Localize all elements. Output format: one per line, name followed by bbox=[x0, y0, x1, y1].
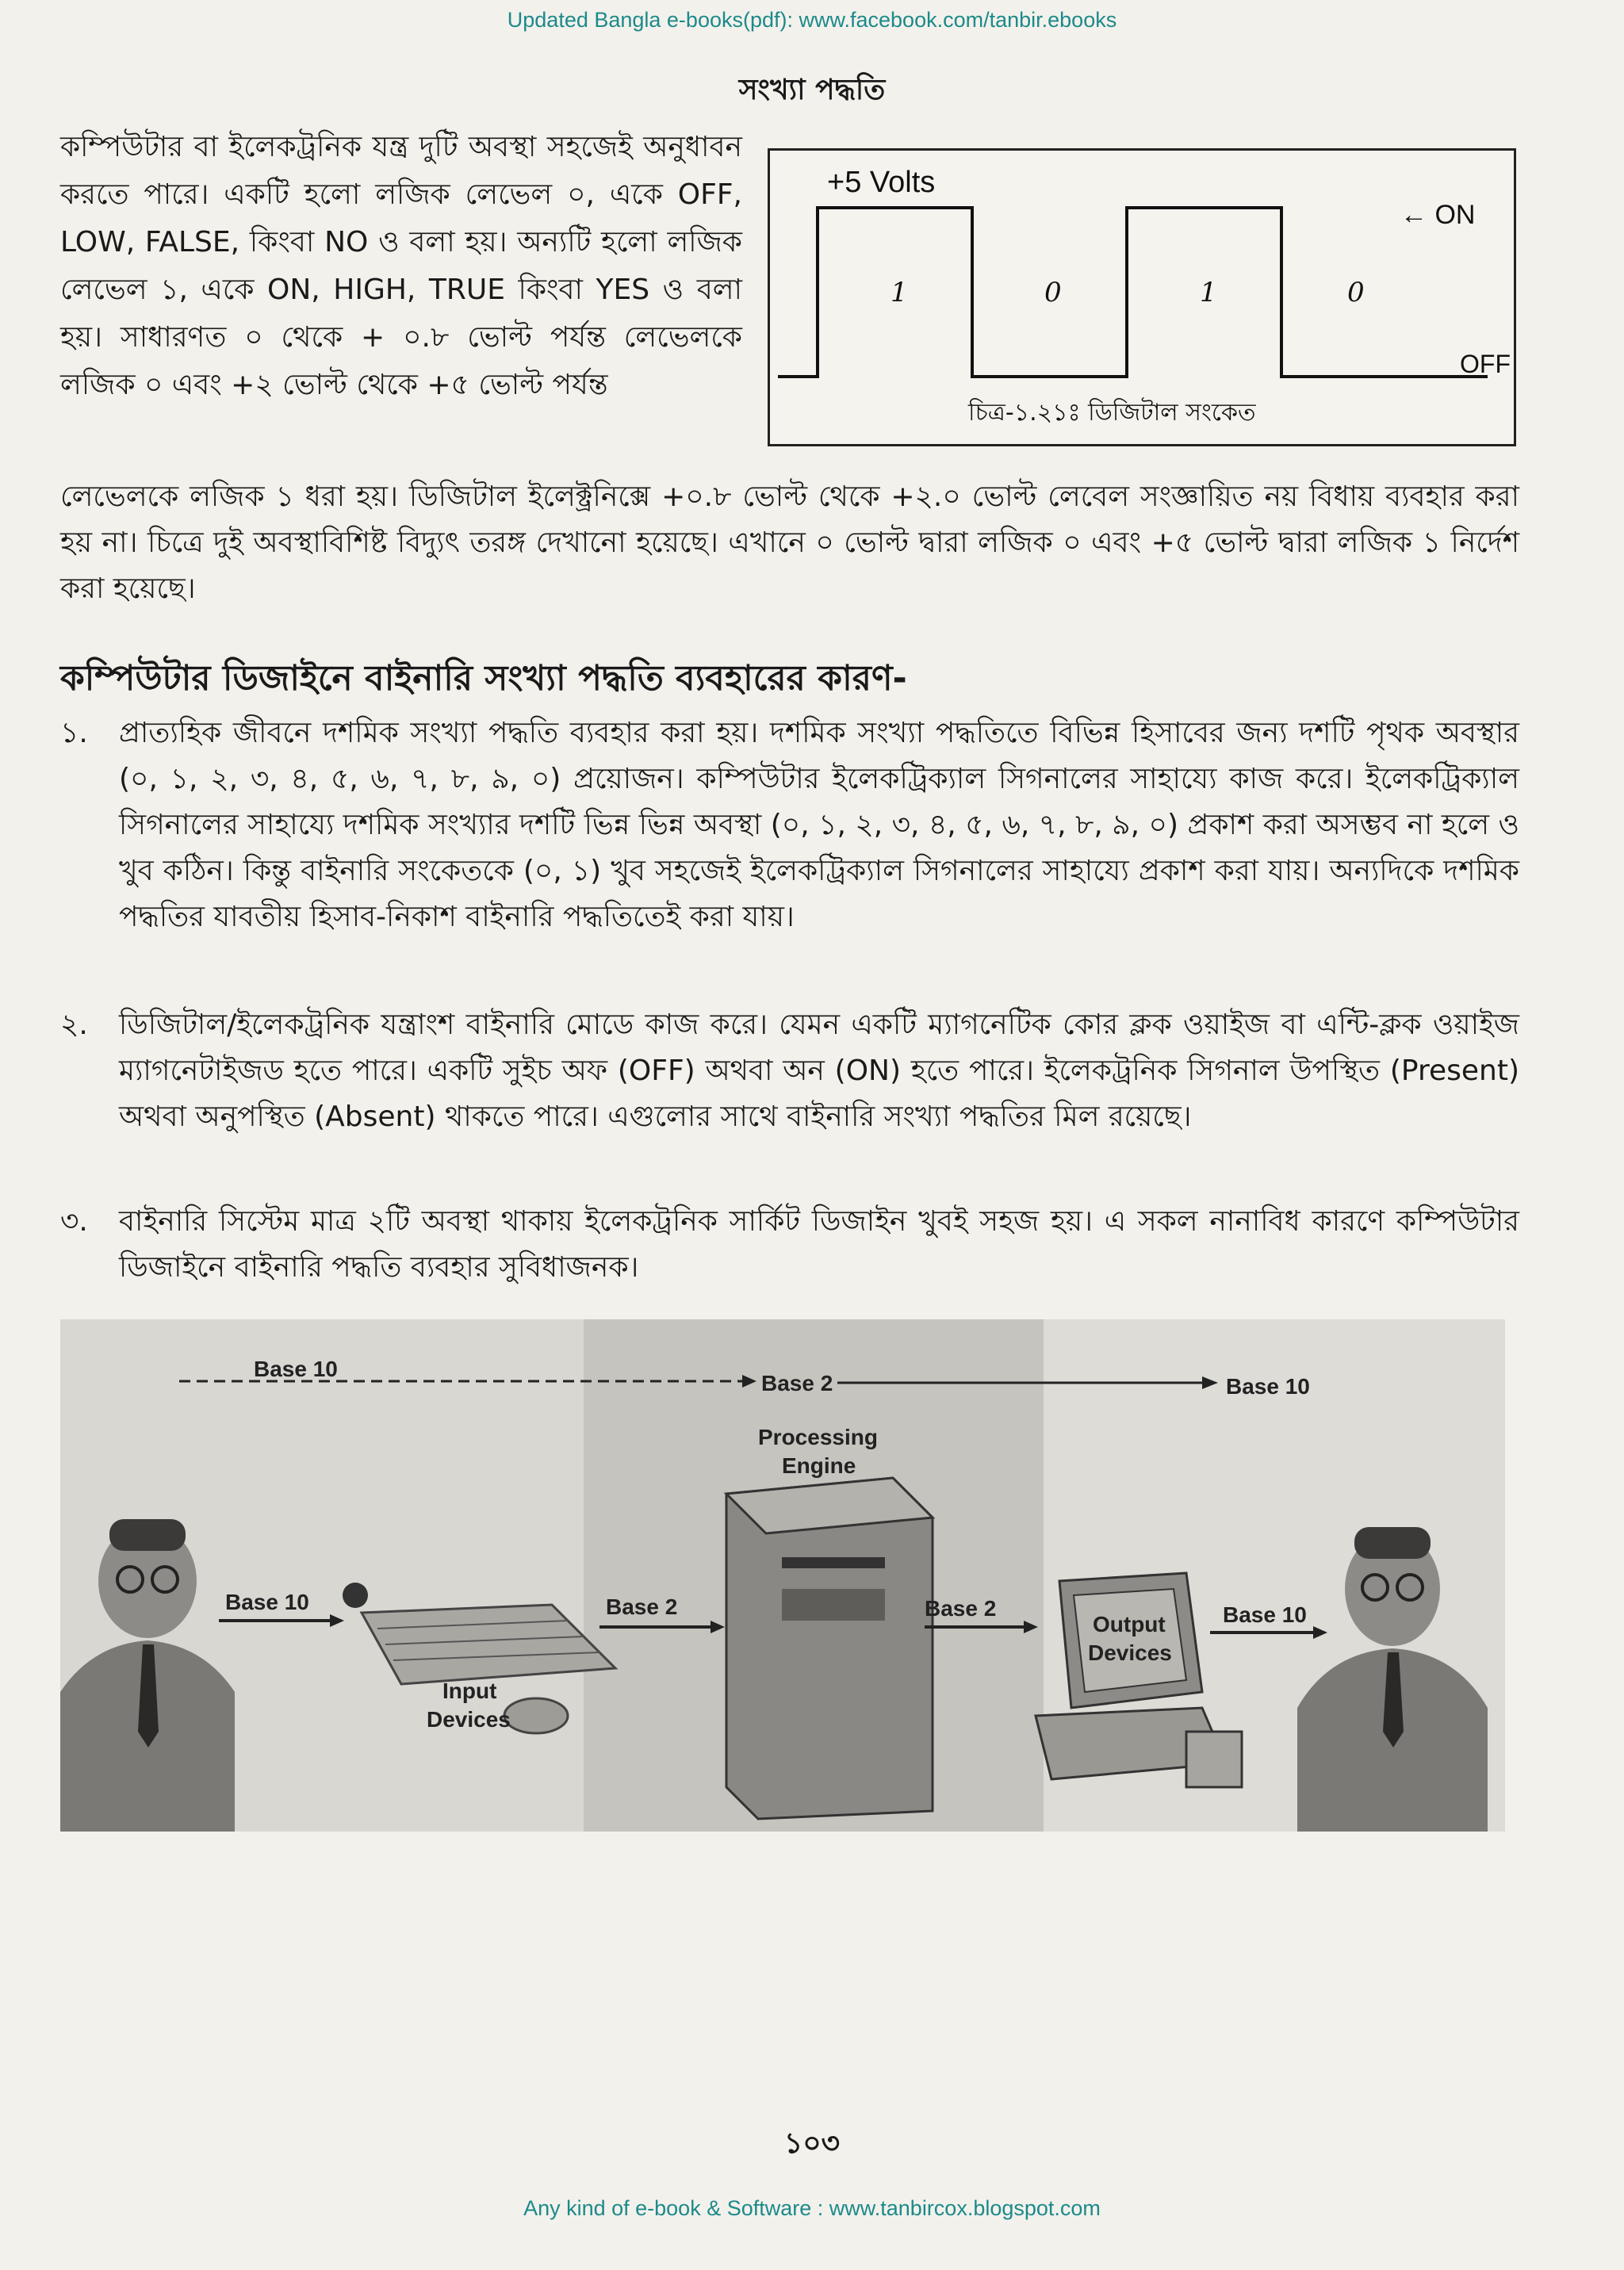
intro-paragraph: কম্পিউটার বা ইলেকট্রনিক যন্ত্র দুটি অবস্থা সহজেই অনুধাবন করতে পারে। একটি হলো লজিক লেভেল ০, একে OFF, LOW, FALSE, কিংবা NO ও বলা হয়। অন্যটি হলো লজিক লেভেল ১, একে ON, HIGH, TRUE কিংবা YES ও বলা হয়। সাধারণত ০ থেকে + ০.৮ ভোল্ট পর্যন্ত লেভেলকে লজিক ০ এবং +২ ভোল্ট থেকে +৫ ভোল্ট পর্যন্ত bbox=[60, 131, 742, 401]
running-head: সংখ্যা পদ্ধতি bbox=[738, 74, 886, 106]
top-link[interactable]: Updated Bangla e-books(pdf): www.facebook.com/tanbir.ebooks bbox=[507, 8, 1117, 32]
bit-label-3: 1 bbox=[1200, 277, 1217, 308]
arrow-base10-in: Base 10 bbox=[225, 1590, 309, 1614]
top-base10-left: Base 10 bbox=[254, 1357, 338, 1381]
top-base2: Base 2 bbox=[761, 1371, 833, 1395]
list-item bbox=[60, 1199, 1519, 1294]
signal-waveform bbox=[770, 151, 1514, 444]
list-number: ১. bbox=[60, 717, 88, 749]
list-item bbox=[60, 1002, 1519, 1189]
list-number: ৩. bbox=[60, 1205, 88, 1238]
bit-label-2: 0 bbox=[1044, 277, 1062, 308]
section-heading: কম্পিউটার ডিজাইনে বাইনারি সংখ্যা পদ্ধতি ব্যবহারের কারণ- bbox=[60, 658, 907, 699]
person-left-icon bbox=[60, 1519, 235, 1832]
arrow-base10-out: Base 10 bbox=[1223, 1602, 1307, 1627]
list-text: প্রাত্যহিক জীবনে দশমিক সংখ্যা পদ্ধতি ব্যবহার করা হয়। দশমিক সংখ্যা পদ্ধতিতে বিভিন্ন হিসাবের জন্য দশটি পৃথক অবস্থার (০, ১, ২, ৩, ৪, ৫, ৬, ৭, ৮, ৯, ০) প্রয়োজন। কম্পিউটার ইলেকট্রিক্যাল সিগনালের সাহায্যে কাজ করে। ইলেকট্রিক্যাল সিগনালের সাহায্যে দশমিক সংখ্যার দশটি ভিন্ন ভিন্ন অবস্থা (০, ১, ২, ৩, ৪, ৫, ৬, ৭, ৮, ৯, ০) প্রকাশ করা অসম্ভব না হলে ও খুব কঠিন। কিন্তু বাইনারি সংকেতকে (০, ১) খুব সহজেই ইলেকট্রিক্যাল সিগনালের সাহায্যে প্রকাশ করা যায়। অন্যদিকে দশমিক পদ্ধতির যাবতীয় হিসাব-নিকাশ বাইনারি পদ্ধতিতেই করা যায়। bbox=[119, 717, 1519, 933]
bit-label-1: 1 bbox=[891, 277, 908, 308]
on-label: ← ON bbox=[1400, 200, 1476, 230]
list-number: ২. bbox=[60, 1009, 88, 1041]
list-item bbox=[60, 710, 1519, 996]
digital-signal-figure bbox=[768, 148, 1516, 446]
bottom-link[interactable]: Any kind of e-book & Software : www.tanbircox.blogspot.com bbox=[523, 2196, 1101, 2220]
list-text: ডিজিটাল/ইলেকট্রনিক যন্ত্রাংশ বাইনারি মোডে কাজ করে। যেমন একটি ম্যাগনেটিক কোর ক্লক ওয়াইজ বা এন্টি-ক্লক ওয়াইজ ম্যাগনেটাইজড হতে পারে। একটি সুইচ অফ (OFF) অথবা অন (ON) হতে পারে। ইলেকট্রনিক সিগনাল উপস্থিত (Present) অথবা অনুপস্থিত (Absent) থাকতে পারে। এগুলোর সাথে বাইনারি সংখ্যা পদ্ধতির মিল রয়েছে। bbox=[119, 1009, 1519, 1133]
top-base10-right: Base 10 bbox=[1226, 1374, 1310, 1399]
bit-label-4: 0 bbox=[1347, 277, 1365, 308]
square-wave bbox=[778, 208, 1488, 377]
figure-caption: চিত্র-১.২১ঃ ডিজিটাল সংকেত bbox=[968, 399, 1256, 427]
intro-paragraph-continued: লেভেলকে লজিক ১ ধরা হয়। ডিজিটাল ইলেক্ট্রনিক্সে +০.৮ ভোল্ট থেকে +২.০ ভোল্ট লেবেল সংজ্ঞায়িত নয় বিধায় ব্যবহার করা হয় না। চিত্রে দুই অবস্থাবিশিষ্ট বিদ্যুৎ তরঙ্গ দেখানো হয়েছে। এখানে ০ ভোল্ট দ্বারা লজিক ০ এবং +৫ ভোল্ট দ্বারা লজিক ১ নির্দেশ করা হয়েছে। bbox=[60, 480, 1519, 605]
output-line2: Devices bbox=[1088, 1640, 1172, 1665]
processing-line2: Engine bbox=[782, 1453, 856, 1478]
page-number: ১০৩ bbox=[783, 2127, 841, 2160]
arrow-base2-in: Base 2 bbox=[606, 1594, 678, 1619]
off-label: OFF bbox=[1460, 350, 1511, 378]
speaker-icon bbox=[1186, 1732, 1242, 1787]
flow-illustration bbox=[60, 1319, 1505, 1832]
arrow-base2-out: Base 2 bbox=[925, 1596, 997, 1621]
volts-label: +5 Volts bbox=[827, 166, 936, 199]
mouse-icon bbox=[504, 1698, 568, 1733]
output-line1: Output bbox=[1093, 1612, 1166, 1636]
computer-tower-icon bbox=[726, 1478, 933, 1819]
list-text: বাইনারি সিস্টেম মাত্র ২টি অবস্থা থাকায় ইলেকট্রনিক সার্কিট ডিজাইন খুবই সহজ হয়। এ সকল নানাবিধ কারণে কম্পিউটার ডিজাইনে বাইনারি পদ্ধতি ব্যবহার সুবিধাজনক। bbox=[119, 1205, 1519, 1284]
number-flow-figure bbox=[60, 1319, 1505, 1832]
input-line2: Devices bbox=[427, 1707, 511, 1732]
input-line1: Input bbox=[442, 1679, 497, 1703]
processing-line1: Processing bbox=[758, 1425, 878, 1449]
